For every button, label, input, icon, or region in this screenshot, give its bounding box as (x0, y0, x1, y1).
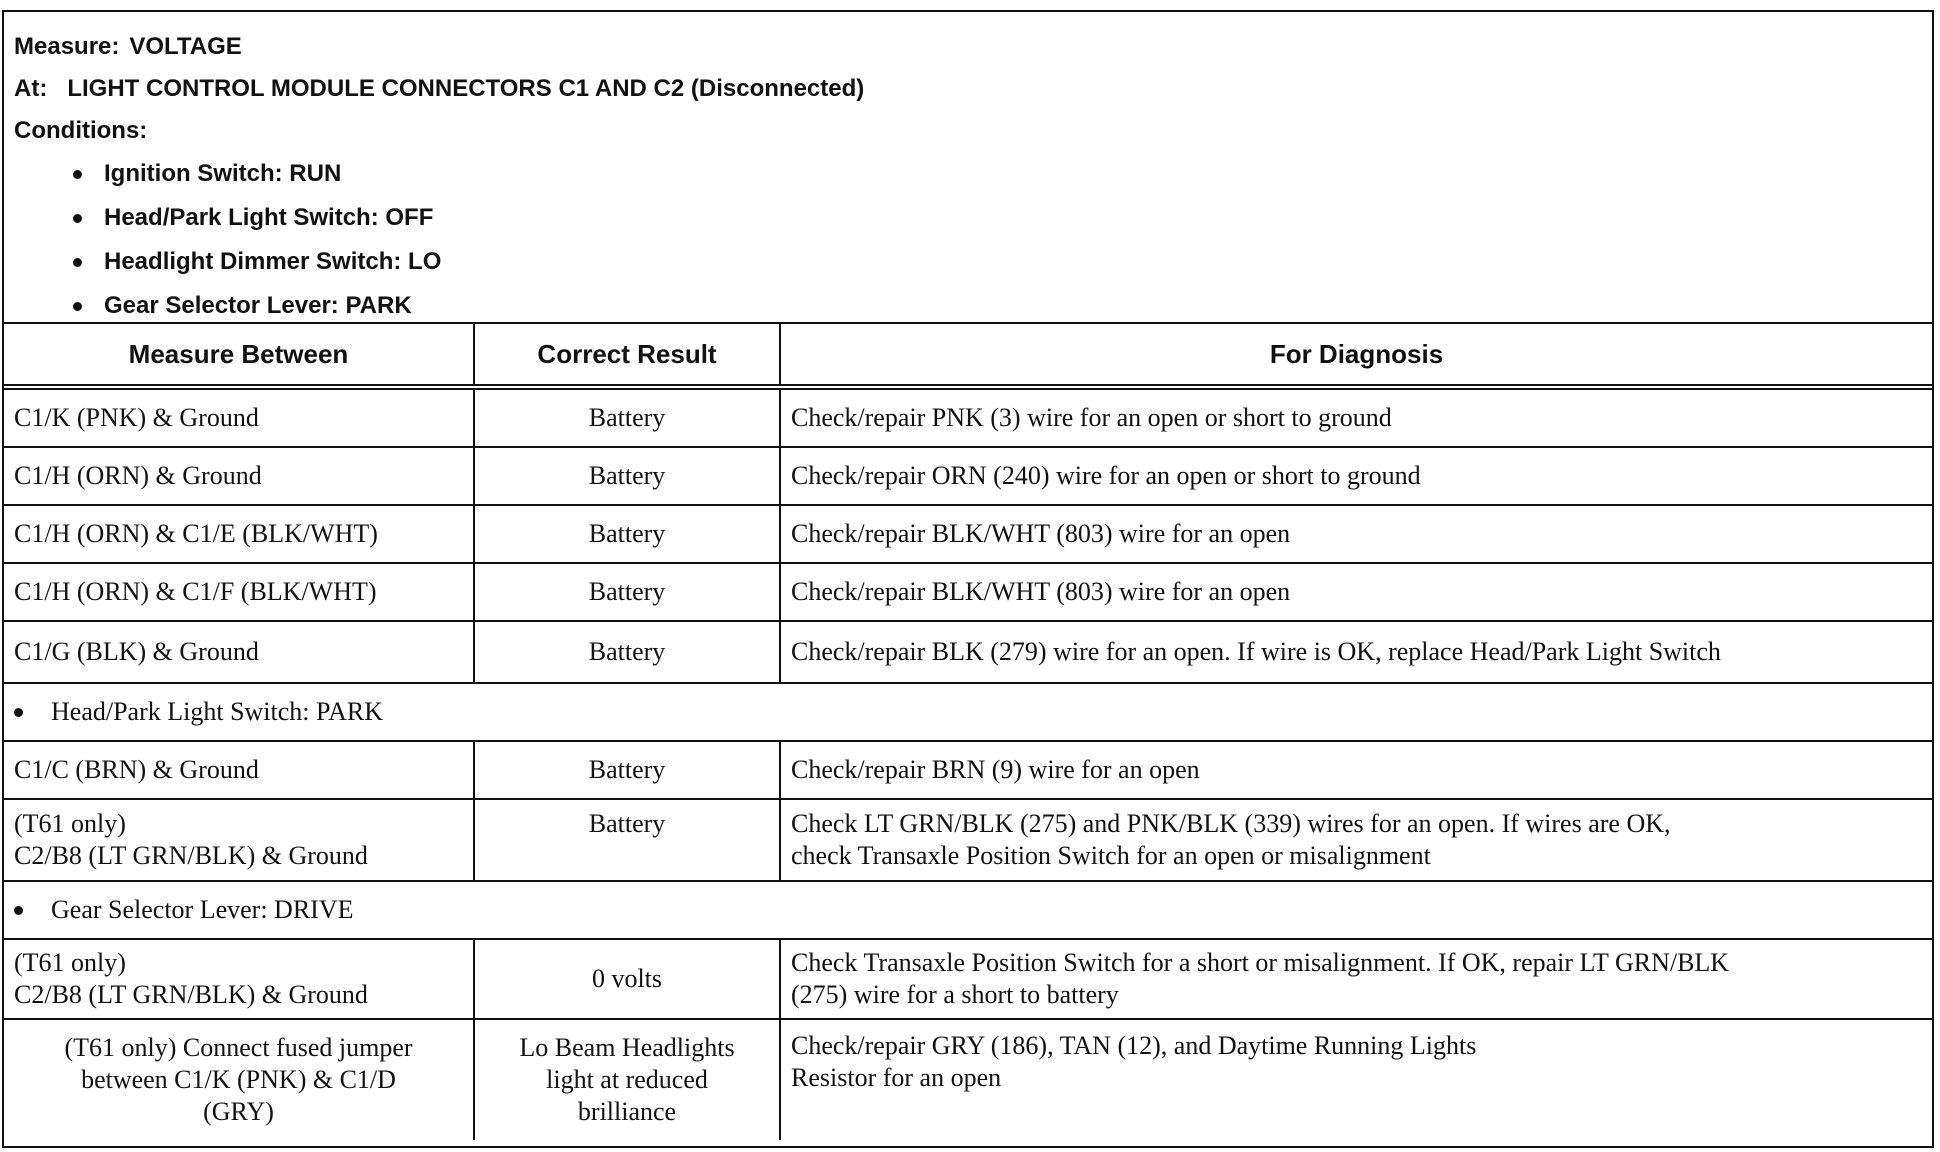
correct-result-cell (474, 1019, 780, 1140)
section-row-park (4, 683, 1932, 741)
measure-label: Measure: (14, 33, 120, 60)
table-header-row (4, 324, 1932, 387)
correct-result-cell: Battery (474, 799, 780, 881)
diagnosis-cell: Check/repair BRN (9) wire for an open (780, 741, 1932, 799)
correct-result-cell: Battery (474, 387, 780, 447)
table-row (4, 939, 1932, 1019)
cell-line: C2/B8 (LT GRN/BLK) & Ground (14, 980, 368, 1009)
at-value: LIGHT CONTROL MODULE CONNECTORS C1 AND C2 (Disconnected) (67, 75, 865, 102)
cell-line: (T61 only) Connect fused jumper (64, 1033, 413, 1062)
bullet-icon (14, 906, 23, 915)
cell-line: (T61 only) (14, 809, 126, 838)
table-row (4, 799, 1932, 881)
measure-between-cell: C1/K (PNK) & Ground (4, 387, 474, 447)
measure-between-cell: C1/H (ORN) & C1/F (BLK/WHT) (4, 563, 474, 621)
conditions-list (14, 152, 1922, 328)
cell-line: light at reduced (546, 1065, 708, 1094)
table-row (4, 741, 1932, 799)
at-line (14, 68, 1922, 110)
cell-line: (T61 only) (14, 948, 126, 977)
col-header-for-diagnosis: For Diagnosis (780, 324, 1932, 387)
section-cell (4, 881, 1932, 939)
section-row-drive (4, 881, 1932, 939)
correct-result-cell: Battery (474, 447, 780, 505)
col-header-measure-between: Measure Between (4, 324, 474, 387)
cell-line: brilliance (577, 1097, 677, 1126)
cell-line: Resistor for an open (791, 1063, 1002, 1092)
diagnosis-cell: Check/repair BLK/WHT (803) wire for an open (780, 563, 1932, 621)
section-label: Gear Selector Lever: DRIVE (51, 895, 354, 924)
cell-line: Lo Beam Headlights (519, 1033, 735, 1062)
measure-between-cell: C1/G (BLK) & Ground (4, 621, 474, 683)
measure-between-cell: C1/C (BRN) & Ground (4, 741, 474, 799)
section-label: Head/Park Light Switch: PARK (51, 697, 383, 726)
diagnosis-cell (780, 1019, 1932, 1140)
correct-result-cell: 0 volts (474, 939, 780, 1019)
col-header-correct-result: Correct Result (474, 324, 780, 387)
test-procedure-sheet (2, 10, 1934, 1148)
diagnosis-cell (780, 939, 1932, 1019)
measure-between-cell: C1/H (ORN) & C1/E (BLK/WHT) (4, 505, 474, 563)
section-cell (4, 683, 1932, 741)
table-row (4, 621, 1932, 683)
condition-item: Gear Selector Lever: PARK (14, 284, 1922, 328)
procedure-header (4, 12, 1932, 324)
measure-line (14, 26, 1922, 68)
table-row (4, 447, 1932, 505)
condition-item: Head/Park Light Switch: OFF (14, 196, 1922, 240)
table-row (4, 505, 1932, 563)
cell-line: Check Transaxle Position Switch for a short or misalignment. If OK, repair LT GRN/BLK (791, 948, 1730, 977)
cell-line: (GRY) (203, 1097, 274, 1126)
condition-item: Headlight Dimmer Switch: LO (14, 240, 1922, 284)
correct-result-cell: Battery (474, 621, 780, 683)
measurement-table (4, 324, 1932, 1140)
correct-result-cell: Battery (474, 741, 780, 799)
diagnosis-cell: Check/repair BLK (279) wire for an open. If wire is OK, replace Head/Park Light Switch (780, 621, 1932, 683)
cell-line: Check LT GRN/BLK (275) and PNK/BLK (339) wires for an open. If wires are OK, (791, 809, 1671, 838)
measure-between-cell (4, 939, 474, 1019)
measure-value: VOLTAGE (129, 33, 242, 60)
conditions-line (14, 110, 1922, 152)
cell-line: (275) wire for a short to battery (791, 980, 1119, 1009)
bullet-icon (14, 708, 23, 717)
conditions-label: Conditions: (14, 117, 148, 144)
cell-line: check Transaxle Position Switch for an open or misalignment (791, 841, 1431, 870)
table-row (4, 1019, 1932, 1140)
correct-result-cell: Battery (474, 563, 780, 621)
diagnosis-cell (780, 799, 1932, 881)
diagnosis-cell: Check/repair PNK (3) wire for an open or short to ground (780, 387, 1932, 447)
cell-line: C2/B8 (LT GRN/BLK) & Ground (14, 841, 368, 870)
condition-item: Ignition Switch: RUN (14, 152, 1922, 196)
cell-line: Check/repair GRY (186), TAN (12), and Daytime Running Lights (791, 1031, 1477, 1060)
cell-line: between C1/K (PNK) & C1/D (81, 1065, 396, 1094)
at-label: At: (14, 75, 48, 102)
measure-between-cell: C1/H (ORN) & Ground (4, 447, 474, 505)
correct-result-cell: Battery (474, 505, 780, 563)
table-row (4, 387, 1932, 447)
diagnosis-cell: Check/repair BLK/WHT (803) wire for an open (780, 505, 1932, 563)
table-row (4, 563, 1932, 621)
diagnosis-cell: Check/repair ORN (240) wire for an open or short to ground (780, 447, 1932, 505)
measure-between-cell (4, 799, 474, 881)
measure-between-cell (4, 1019, 474, 1140)
